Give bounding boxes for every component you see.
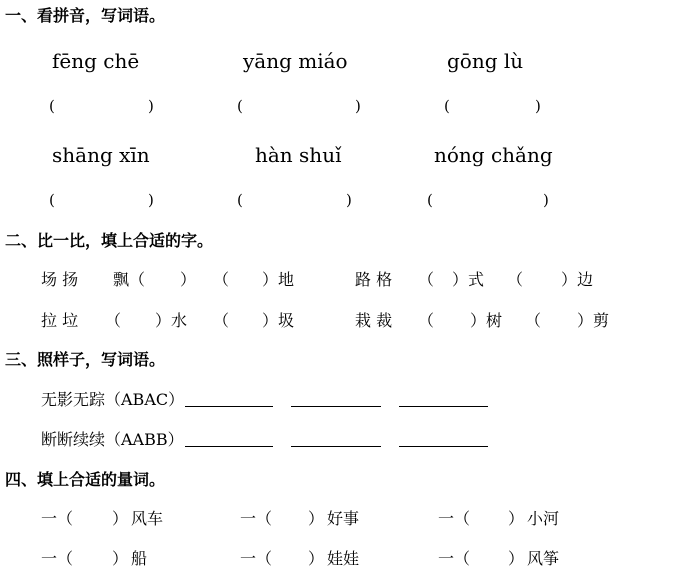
answer-paren-open: ( bbox=[444, 97, 450, 115]
section-2-heading: 二、比一比，填上合适的字。 bbox=[5, 231, 214, 250]
section-4-heading: 四、填上合适的量词。 bbox=[5, 470, 166, 489]
measure-word-close: ） bbox=[508, 509, 525, 528]
answer-blank[interactable] bbox=[185, 446, 273, 447]
answer-paren-close: ) bbox=[535, 97, 541, 115]
pinyin-feng-che: fēng chē bbox=[52, 49, 140, 73]
measure-word-close: ） bbox=[308, 509, 325, 528]
pinyin-yang-miao: yāng miáo bbox=[243, 49, 348, 73]
answer-blank[interactable] bbox=[291, 406, 381, 407]
measure-word-close: ） bbox=[112, 549, 129, 568]
measure-noun: 船 bbox=[131, 549, 148, 568]
measure-word-open: 一（ bbox=[240, 509, 273, 528]
measure-noun: 娃娃 bbox=[327, 549, 360, 568]
measure-noun: 风筝 bbox=[527, 549, 560, 568]
answer-paren-close: ) bbox=[148, 191, 154, 209]
pinyin-nong-chang: nóng chǎng bbox=[434, 143, 553, 167]
answer-paren-open: ( bbox=[237, 97, 243, 115]
answer-paren-close: ) bbox=[355, 97, 361, 115]
answer-paren-close: ) bbox=[148, 97, 154, 115]
fill-blank-open: （ bbox=[507, 270, 524, 289]
section-1-heading: 一、看拼音，写词语。 bbox=[5, 6, 166, 25]
answer-paren-open: ( bbox=[49, 191, 55, 209]
measure-word-open: 一（ bbox=[438, 509, 471, 528]
fill-blank-close: ） bbox=[180, 270, 197, 289]
measure-word-open: 一（ bbox=[41, 509, 74, 528]
fill-blank-close: ）圾 bbox=[262, 311, 295, 330]
answer-blank[interactable] bbox=[185, 406, 273, 407]
measure-word-open: 一（ bbox=[41, 549, 74, 568]
fill-blank-open: （ bbox=[105, 311, 122, 330]
pinyin-gong-lu: gōng lù bbox=[447, 49, 524, 73]
fill-blank-open: （ bbox=[418, 270, 435, 289]
example-word: 无影无踪（ABAC） bbox=[41, 390, 185, 409]
fill-blank-close: ）式 bbox=[452, 270, 485, 289]
measure-word-open: 一（ bbox=[438, 549, 471, 568]
fill-blank-close: ）剪 bbox=[577, 311, 610, 330]
measure-noun: 好事 bbox=[327, 509, 360, 528]
answer-blank[interactable] bbox=[399, 446, 488, 447]
section-3-heading: 三、照样子，写词语。 bbox=[5, 350, 166, 369]
measure-word-open: 一（ bbox=[240, 549, 273, 568]
answer-paren-open: ( bbox=[237, 191, 243, 209]
measure-word-close: ） bbox=[112, 509, 129, 528]
measure-noun: 风车 bbox=[131, 509, 164, 528]
fill-blank-open: 飘（ bbox=[113, 270, 146, 289]
fill-blank-close: ）边 bbox=[561, 270, 594, 289]
measure-word-close: ） bbox=[508, 549, 525, 568]
answer-paren-close: ) bbox=[543, 191, 549, 209]
char-pair: 场 扬 bbox=[41, 270, 79, 289]
answer-paren-open: ( bbox=[49, 97, 55, 115]
fill-blank-open: （ bbox=[418, 311, 435, 330]
fill-blank-open: （ bbox=[525, 311, 542, 330]
fill-blank-close: ）水 bbox=[155, 311, 188, 330]
fill-blank-close: ）树 bbox=[470, 311, 503, 330]
answer-blank[interactable] bbox=[399, 406, 488, 407]
measure-noun: 小河 bbox=[527, 509, 560, 528]
fill-blank-close: ）地 bbox=[262, 270, 295, 289]
answer-paren-open: ( bbox=[427, 191, 433, 209]
measure-word-close: ） bbox=[308, 549, 325, 568]
char-pair: 拉 垃 bbox=[41, 311, 79, 330]
fill-blank-open: （ bbox=[213, 270, 230, 289]
pinyin-han-shui: hàn shuǐ bbox=[255, 143, 342, 167]
example-word: 断断续续（AABB） bbox=[41, 430, 184, 449]
char-pair: 路 格 bbox=[355, 270, 393, 289]
answer-paren-close: ) bbox=[346, 191, 352, 209]
answer-blank[interactable] bbox=[291, 446, 381, 447]
pinyin-shang-xin: shāng xīn bbox=[52, 143, 150, 167]
char-pair: 栽 裁 bbox=[355, 311, 393, 330]
fill-blank-open: （ bbox=[213, 311, 230, 330]
